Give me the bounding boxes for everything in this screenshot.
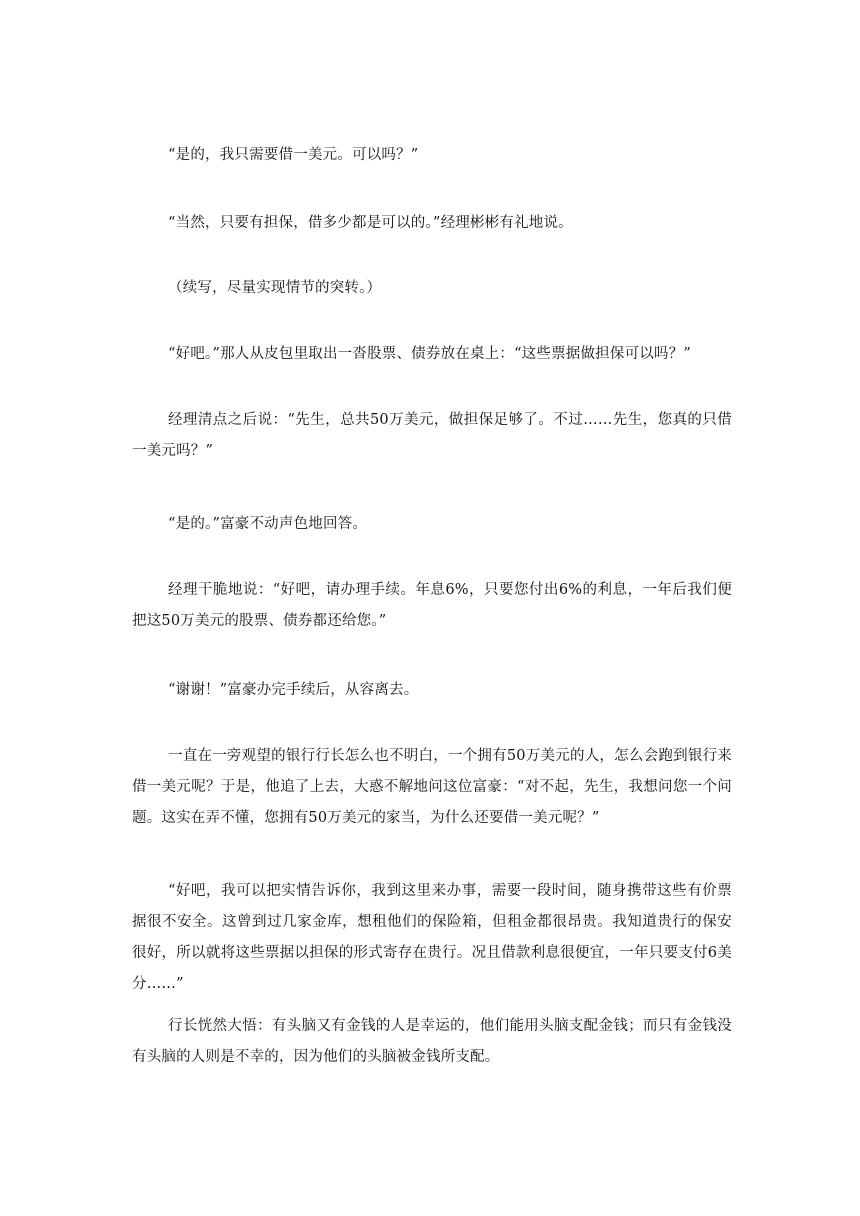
paragraph-11: 行长恍然大悟：有头脑又有金钱的人是幸运的，他们能用头脑支配金钱；而只有金钱没有头脑的人则是不幸的，因为他们的头脑被金钱所支配。 (132, 1018, 732, 1065)
paragraph-6: “是的。”富豪不动声色地回答。 (168, 516, 368, 532)
paragraph-3: （续写，尽量实现情节的突转。） (168, 280, 382, 296)
paragraph-7: 经理干脆地说：“好吧，请办理手续。年息6%，只要您付出6%的利息，一年后我们便把这50万美元的股票、债券都还给您。” (132, 582, 732, 629)
paragraph-10: “好吧，我可以把实情告诉你，我到这里来办事，需要一段时间，随身携带这些有价票据很不安全。这曾到过几家金库，想租他们的保险箱，但租金都很昂贵。我知道贵行的保安很好，所以就将这些票据以担保的形式寄存在贵行。况且借款利息很便宜，一年只要支付6美分……” (132, 883, 732, 992)
paragraph-9: 一直在一旁观望的银行行长怎么也不明白，一个拥有50万美元的人，怎么会跑到银行来借一美元呢？于是，他追了上去，大惑不解地问这位富豪：“对不起，先生，我想问您一个问题。这实在弄不懂，您拥有50万美元的家当，为什么还要借一美元呢？” (132, 748, 732, 826)
paragraph-2: “当然，只要有担保，借多少都是可以的。”经理彬彬有礼地说。 (168, 215, 573, 231)
paragraph-5: 经理清点之后说：“先生，总共50万美元，做担保足够了。不过……先生，您真的只借一美元吗？” (132, 412, 732, 459)
paragraph-8: “谢谢！”富豪办完手续后，从容离去。 (168, 682, 419, 698)
paragraph-4: “好吧。”那人从皮包里取出一沓股票、债券放在桌上：“这些票据做担保可以吗？” (168, 346, 691, 362)
paragraph-1: “是的，我只需要借一美元。可以吗？” (168, 147, 419, 163)
